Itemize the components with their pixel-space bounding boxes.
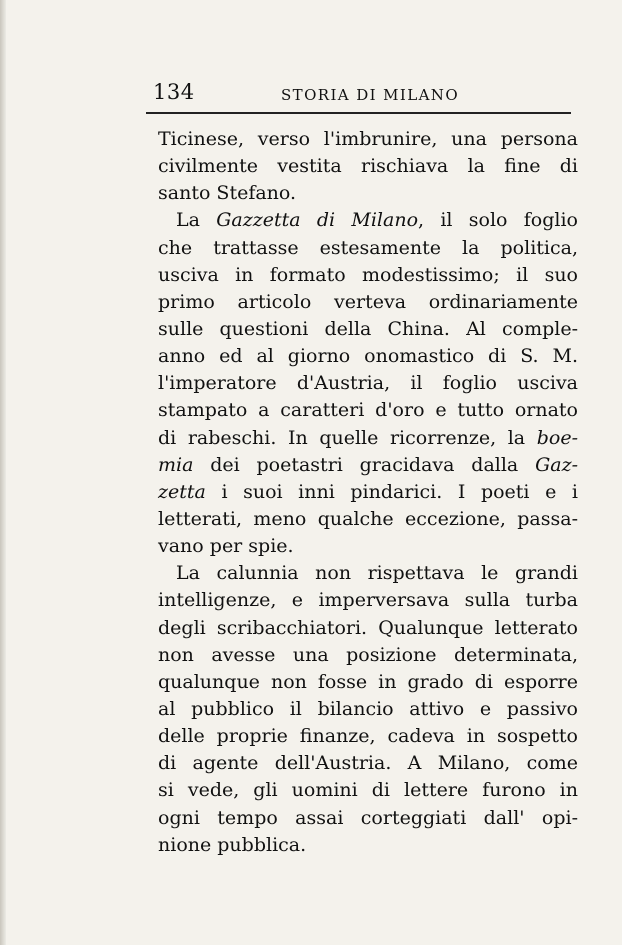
text-line: degli scribacchiatori. Qualunque letterato: [158, 616, 578, 639]
italic-segment: Gaz-: [535, 453, 578, 476]
text-line: nione pubblica.: [158, 833, 307, 856]
text-line: al pubblico il bilancio attivo e passivo: [158, 697, 578, 720]
text-segment: dei poetastri gracidava dalla: [193, 453, 536, 476]
text-line: delle proprie finanze, cadeva in sospetto: [158, 725, 578, 748]
header-rule: [146, 112, 571, 114]
italic-segment: mia: [158, 453, 194, 476]
text-segment: La: [176, 209, 217, 232]
text-line: sulle questioni della China. Al comple-: [158, 317, 578, 340]
text-line: usciva in formato modestissimo; il suo: [158, 263, 578, 286]
text-line: La calunnia non rispettava le grandi: [176, 562, 578, 585]
text-line: qualunque non fosse in grado di esporre: [158, 670, 578, 693]
text-segment: , il solo foglio: [418, 209, 579, 232]
page-header: [153, 80, 573, 110]
text-line: che trattasse estesamente la politica,: [158, 236, 578, 259]
running-title: STORIA DI MILANO: [281, 86, 460, 104]
text-line: [158, 452, 578, 479]
italic-segment: zetta: [158, 480, 206, 503]
text-line: si vede, gli uomini di lettere furono in: [158, 779, 578, 802]
text-segment: di rabeschi. In quelle ricorrenze, la: [158, 426, 537, 449]
text-line: Ticinese, verso l'imbrunire, una persona: [158, 128, 578, 150]
text-line: intelligenze, e imperversava sulla turba: [158, 589, 578, 612]
text-line: non avesse una posizione determinata,: [158, 643, 578, 666]
text-line: [158, 425, 578, 452]
text-line: vano per spie.: [158, 535, 294, 558]
text-line: stampato a caratteri d'oro e tutto ornato: [158, 399, 578, 422]
text-line: [158, 479, 578, 506]
italic-segment: Gazzetta di Milano: [216, 209, 419, 232]
text-segment: i suoi inni pindarici. I poeti e i: [205, 480, 578, 503]
text-line: di agente dell'Austria. A Milano, come: [158, 752, 578, 775]
text-line: primo articolo verteva ordinariamente: [158, 290, 578, 313]
text-line: santo Stefano.: [158, 182, 297, 205]
italic-segment: boe-: [536, 426, 578, 449]
text-line: letterati, meno qualche eccezione, passa-: [158, 507, 578, 530]
body-text: [158, 126, 578, 859]
text-line: [158, 207, 578, 234]
page-number: 134: [153, 80, 195, 104]
text-line: l'imperatore d'Austria, il foglio usciva: [158, 372, 578, 395]
page-binding-edge: [0, 0, 6, 945]
text-line: anno ed al giorno onomastico di S. M.: [158, 345, 578, 368]
text-line: civilmente vestita rischiava la fine di: [158, 155, 578, 178]
text-line: ogni tempo assai corteggiati dall' opi-: [158, 806, 578, 829]
